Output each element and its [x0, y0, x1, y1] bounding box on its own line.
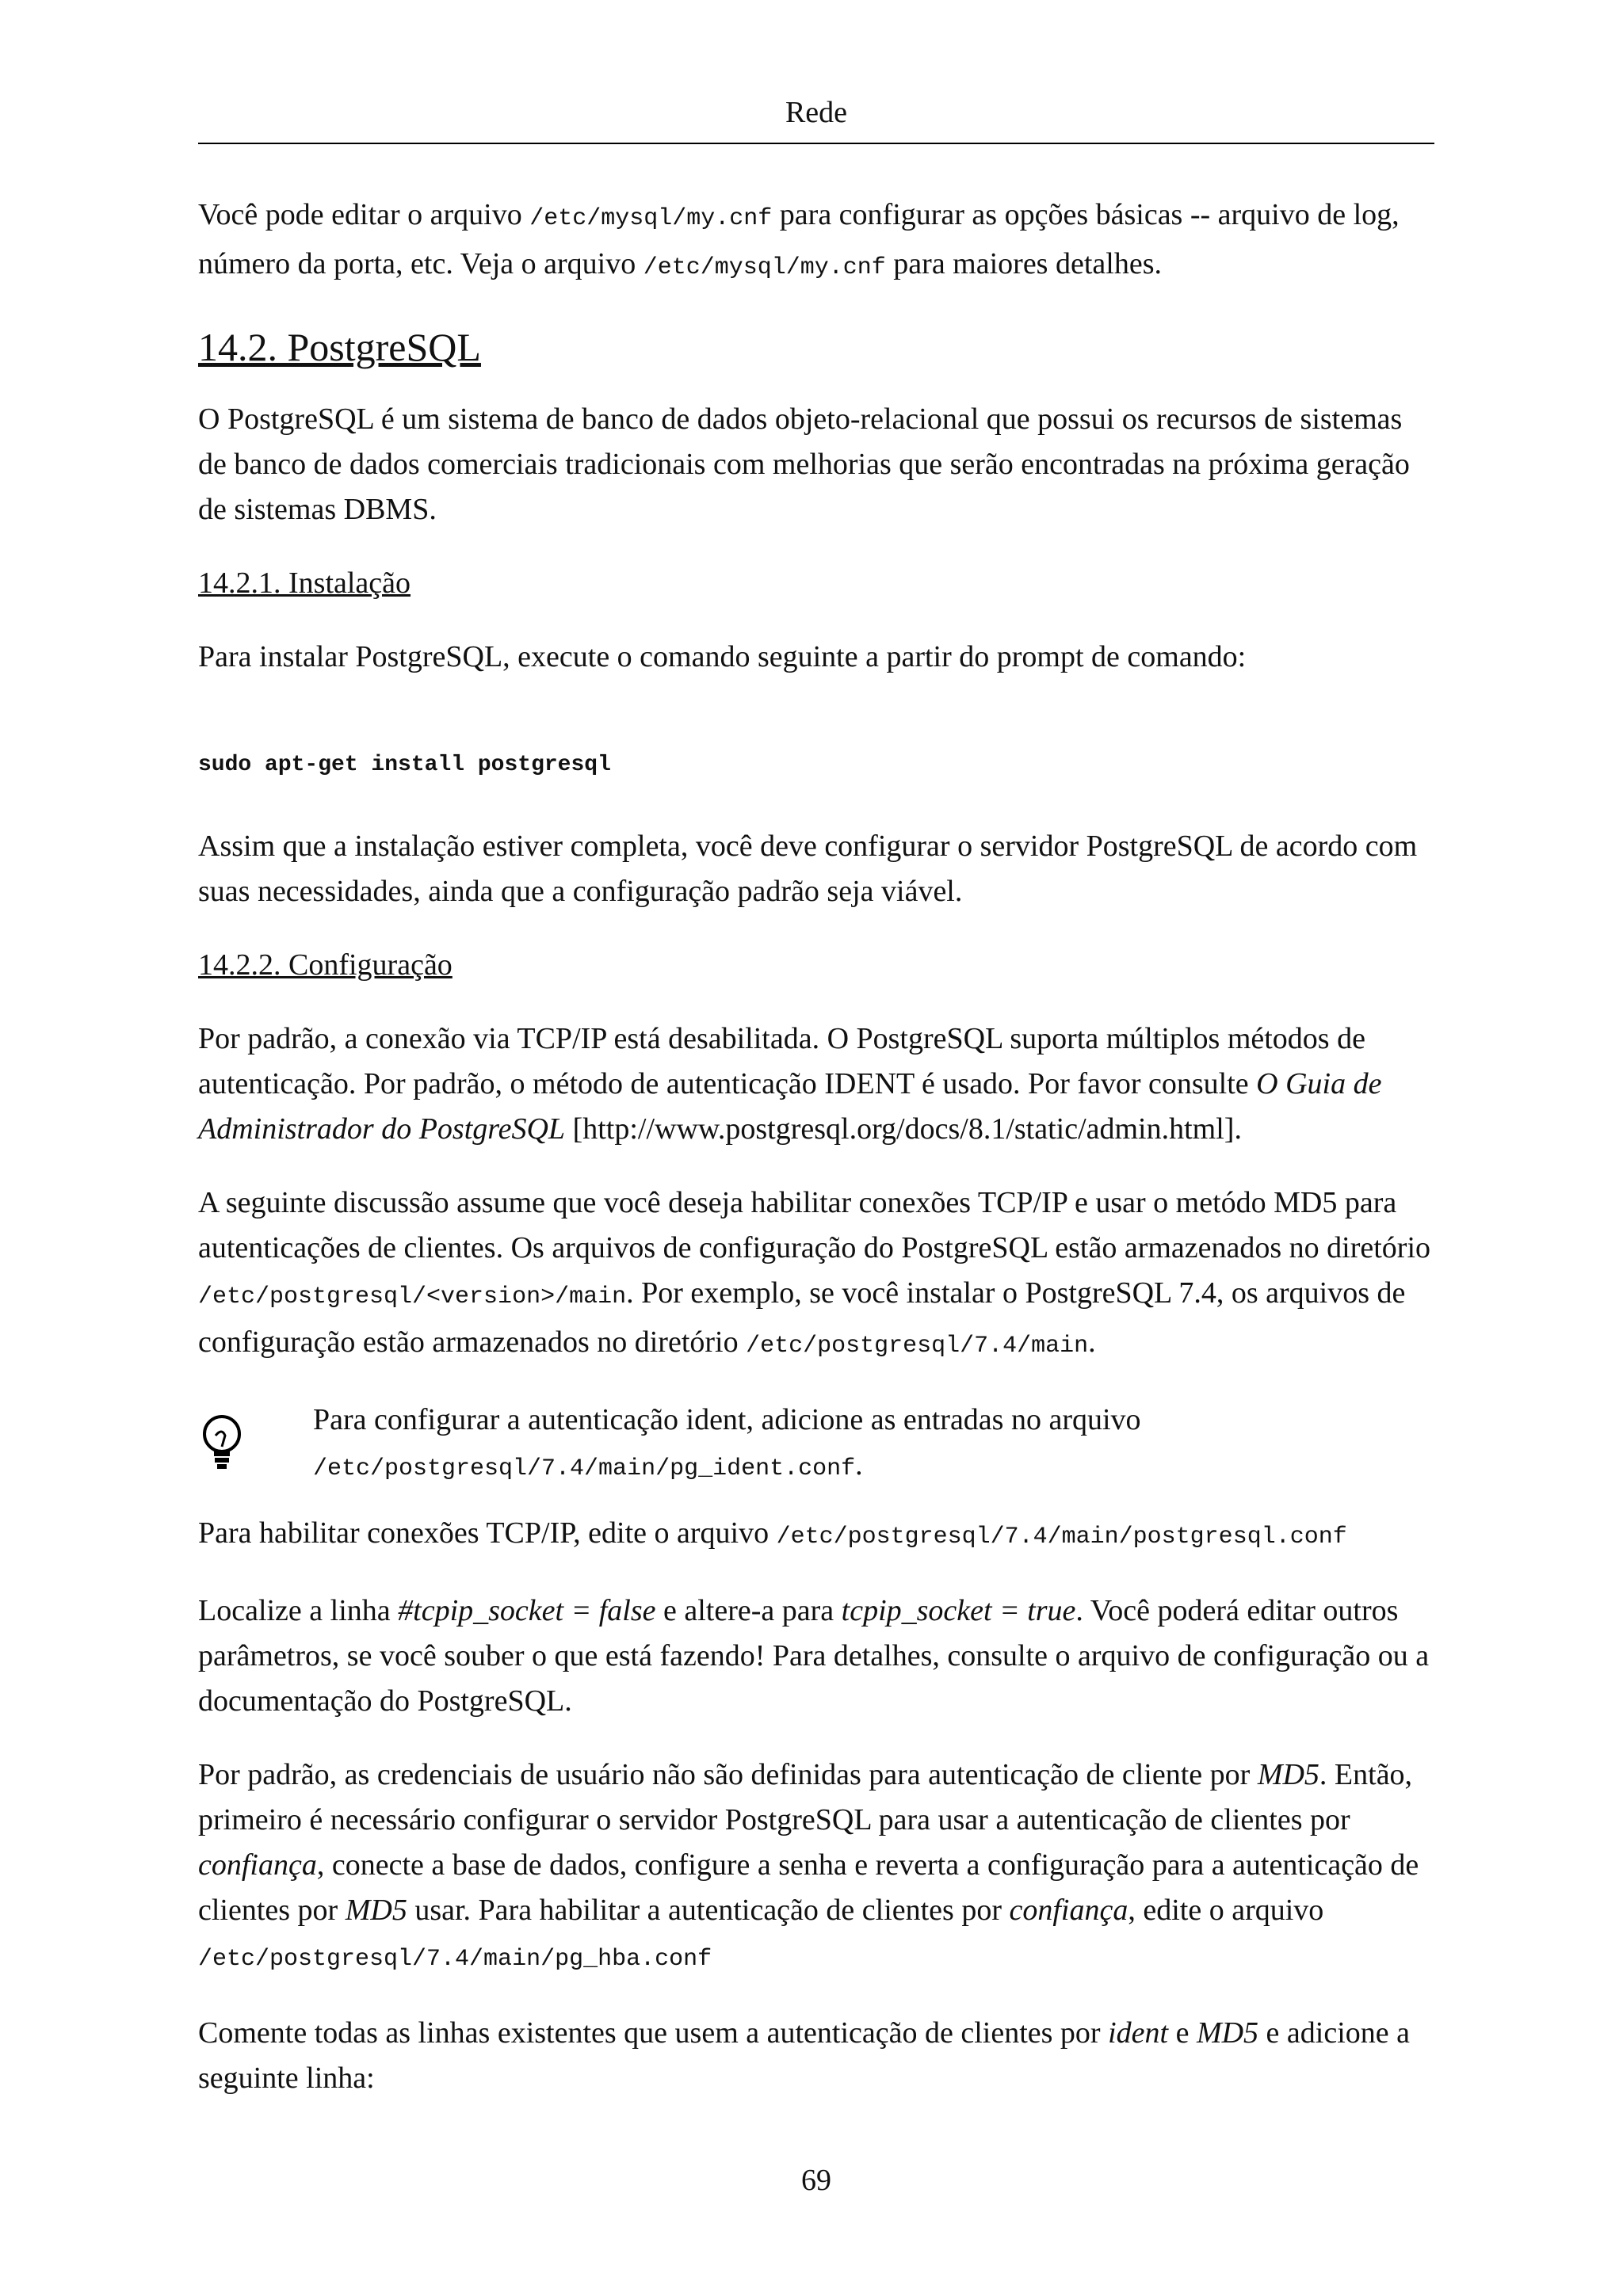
paragraph-enable-tcpip: Para habilitar conexões TCP/IP, edite o arquivo /etc/postgresql/7.4/main/postgresql.conf — [198, 1516, 1347, 1550]
section-heading-postgresql: 14.2. PostgreSQL — [198, 325, 481, 369]
paragraph-mysql-config: Você pode editar o arquivo /etc/mysql/my.cnf para configurar as opções básicas -- arquivo de log, número da porta, etc. Veja o arquivo /etc/mysql/my.cnf para maiores detalhes. — [198, 198, 1400, 281]
paragraph-install-instructions: Para instalar PostgreSQL, execute o comando seguinte a partir do prompt de comando: — [198, 640, 1247, 673]
subsection-heading-configuration: 14.2.2. Configuração — [198, 948, 453, 982]
file-path: /etc/postgresql/7.4/main/postgresql.conf — [776, 1524, 1347, 1550]
header-divider — [198, 143, 1434, 144]
page-body — [198, 193, 1434, 2130]
paragraph-tcpip-socket: Localize a linha #tcpip_socket = false e altere-a para tcpip_socket = true. Você poderá editar outros parâmetros, se você souber o que está fazendo! Para detalhes, consulte o arquivo de configuração ou a documentação do PostgreSQL. — [198, 1594, 1430, 1718]
file-path: /etc/postgresql/7.4/main/pg_hba.conf — [198, 1946, 712, 1973]
subsection-heading-installation: 14.2.1. Instalação — [198, 566, 411, 600]
paragraph-comment-lines: Comente todas as linhas existentes que usem a autenticação de clientes por ident e MD5 e adicione a seguinte linha: — [198, 2016, 1410, 2095]
paragraph-tcpip-default: Por padrão, a conexão via TCP/IP está desabilitada. O PostgreSQL suporta múltiplos métodos de autenticação. Por padrão, o método de autenticação IDENT é usado. Por favor consulte O Guia de Administrador do PostgreSQL [http://www.postgresql.org/docs/8.1/static/admin.html]. — [198, 1022, 1382, 1146]
tip-text: Para configurar a autenticação ident, adicione as entradas no arquivo /etc/postgresql/7.4/main/pg_ident.conf. — [313, 1403, 1141, 1482]
file-path: /etc/mysql/my.cnf — [643, 254, 886, 281]
paragraph-after-install: Assim que a instalação estiver completa, você deve configurar o servidor PostgreSQL de acordo com suas necessidades, ainda que a configuração padrão seja viável. — [198, 830, 1418, 908]
tip-note — [198, 1398, 1434, 1492]
admin-guide-title: O Guia de Administrador do PostgreSQL — [198, 1067, 1382, 1146]
page-number: 69 — [801, 2164, 831, 2197]
running-header: Rede — [785, 96, 848, 129]
lightbulb-icon — [198, 1398, 313, 1486]
file-path: /etc/postgresql/<version>/main — [198, 1283, 627, 1310]
paragraph-md5-credentials: Por padrão, as credenciais de usuário não são definidas para autenticação de cliente por MD5. Então, primeiro é necessário configurar o servidor PostgreSQL para usar a autenticação de clientes por confiança, conecte a base de dados, configure a senha e reverta a configuração para a autenticação de clientes por MD5 usar. Para habilitar a autenticação de clientes por confiança, edite o arquivo /etc/postgresql/7.4/main/pg_hba.conf — [198, 1758, 1419, 1973]
paragraph-postgresql-intro: O PostgreSQL é um sistema de banco de dados objeto-relacional que possui os recursos de sistemas de banco de dados comerciais tradicionais com melhorias que serão encontradas na próxima geração de sistemas DBMS. — [198, 402, 1410, 526]
paragraph-config-location: A seguinte discussão assume que você deseja habilitar conexões TCP/IP e usar o metódo MD5 para autenticações de clientes. Os arquivos de configuração do PostgreSQL estão armazenados no diretório /etc/postgresql/<version>/main. Por exemplo, se você instalar o PostgreSQL 7.4, os arquivos de configuração estão armazenados no diretório /etc/postgresql/7.4/main. — [198, 1186, 1431, 1360]
file-path: /etc/mysql/my.cnf — [529, 205, 773, 232]
file-path: /etc/postgresql/7.4/main/pg_ident.conf — [313, 1455, 856, 1482]
file-path: /etc/postgresql/7.4/main — [746, 1333, 1089, 1360]
code-block-install: sudo apt-get install postgresql — [198, 753, 611, 777]
